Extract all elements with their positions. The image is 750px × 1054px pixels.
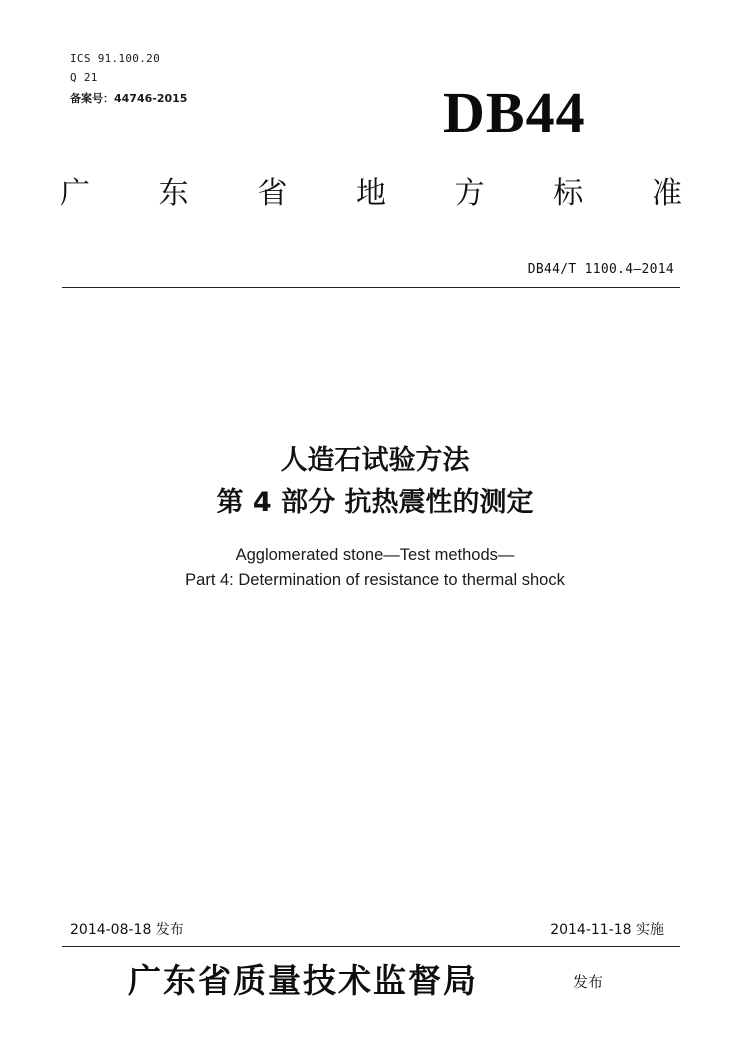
db44-logo: DB44	[443, 80, 586, 145]
top-divider	[62, 287, 680, 288]
title-cn-line2: 第 4 部分 抗热震性的测定	[216, 487, 534, 518]
standard-type-char: 东	[158, 176, 189, 211]
title-en-line2: Part 4: Determination of resistance to thermal shock	[185, 571, 565, 589]
title-en-line1: Agglomerated stone—Test methods—	[235, 546, 515, 564]
standard-type-char: 广	[60, 176, 90, 211]
standard-type-char: 方	[454, 176, 485, 211]
issuing-authority: 广东省质量技术监督局	[128, 961, 478, 1000]
standard-type-heading	[60, 168, 682, 212]
ccs-number: Q 21	[70, 71, 98, 84]
standard-type-char: 标	[553, 176, 584, 211]
implementation-date: 2014-11-18 实施	[550, 922, 664, 938]
standard-code: DB44/T 1100.4—2014	[527, 262, 674, 277]
issuing-label: 发布	[573, 973, 604, 991]
ics-number: ICS 91.100.20	[70, 52, 160, 65]
standard-type-char: 地	[355, 176, 386, 211]
title-cn-line1: 人造石试验方法	[280, 445, 470, 476]
record-number: 备案号：44746-2015	[70, 92, 188, 105]
standard-type-char: 准	[651, 176, 682, 211]
bottom-divider	[62, 946, 680, 947]
issue-date: 2014-08-18 发布	[70, 922, 184, 938]
standard-type-char: 省	[257, 176, 288, 211]
